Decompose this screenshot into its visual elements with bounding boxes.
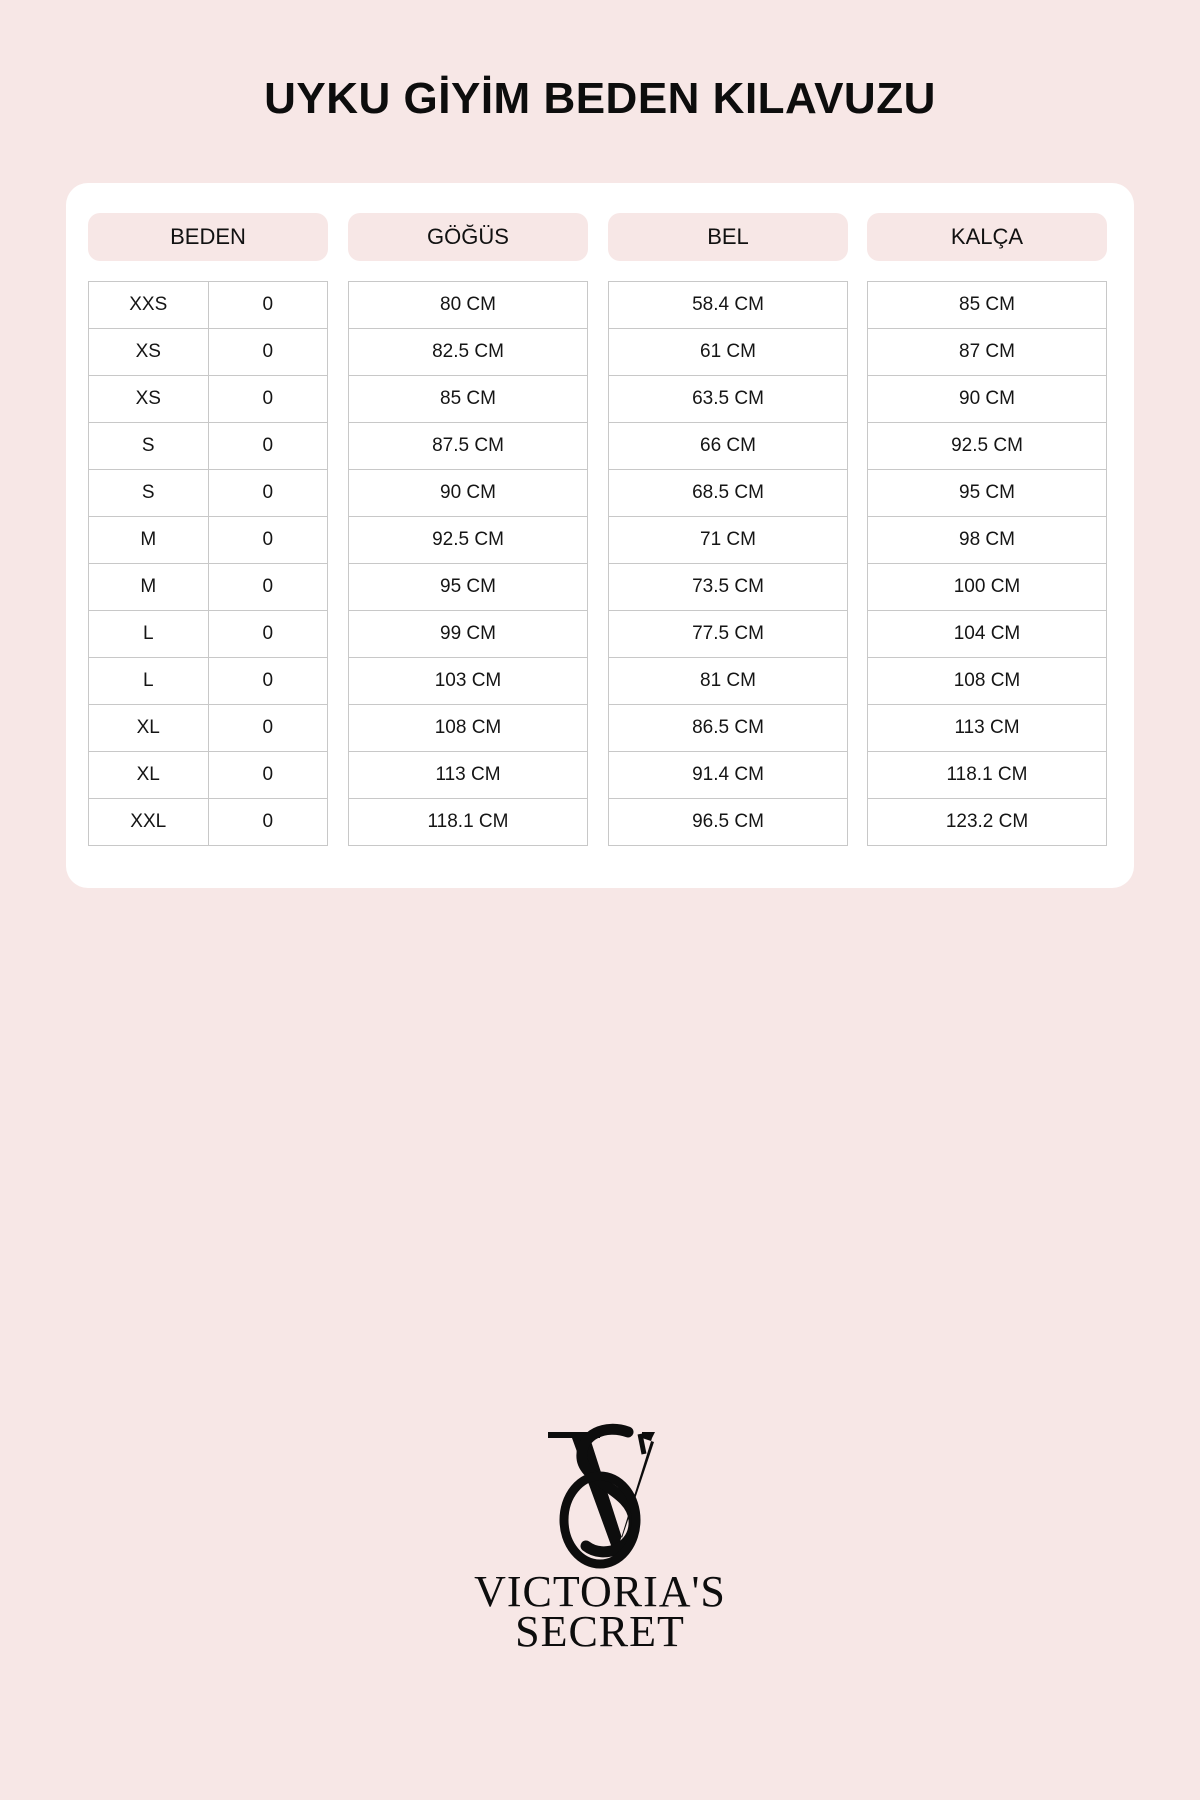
size-cell: XL — [89, 705, 209, 752]
waist-cell: 61 CM — [609, 329, 848, 376]
size-table — [88, 281, 328, 846]
table-row — [89, 282, 328, 329]
size-number-cell: 0 — [208, 329, 328, 376]
waist-table — [608, 281, 848, 846]
table-row — [868, 423, 1107, 470]
brand-name-line1: VICTORIA'S — [474, 1567, 726, 1616]
table-row — [609, 423, 848, 470]
table-row — [349, 376, 588, 423]
hip-table — [867, 281, 1107, 846]
table-row — [609, 376, 848, 423]
size-cell: XS — [89, 329, 209, 376]
size-number-cell: 0 — [208, 564, 328, 611]
chest-cell: 82.5 CM — [349, 329, 588, 376]
table-row — [349, 658, 588, 705]
hip-cell: 90 CM — [868, 376, 1107, 423]
size-cell: S — [89, 470, 209, 517]
size-number-cell: 0 — [208, 376, 328, 423]
size-cell: XXS — [89, 282, 209, 329]
waist-column-header: BEL — [608, 213, 848, 261]
table-row — [868, 611, 1107, 658]
table-row — [868, 705, 1107, 752]
waist-cell: 66 CM — [609, 423, 848, 470]
waist-cell: 71 CM — [609, 517, 848, 564]
table-row — [89, 423, 328, 470]
table-row — [609, 611, 848, 658]
table-row — [349, 705, 588, 752]
hip-cell: 123.2 CM — [868, 799, 1107, 846]
table-row — [89, 564, 328, 611]
table-row — [89, 611, 328, 658]
table-row — [89, 658, 328, 705]
table-row — [609, 564, 848, 611]
waist-cell: 86.5 CM — [609, 705, 848, 752]
waist-cell: 73.5 CM — [609, 564, 848, 611]
chest-cell: 108 CM — [349, 705, 588, 752]
waist-cell: 63.5 CM — [609, 376, 848, 423]
table-row — [89, 799, 328, 846]
table-row — [609, 329, 848, 376]
waist-cell: 96.5 CM — [609, 799, 848, 846]
waist-cell: 68.5 CM — [609, 470, 848, 517]
table-row — [609, 658, 848, 705]
table-row — [868, 517, 1107, 564]
hip-column — [867, 213, 1107, 846]
size-cell: M — [89, 564, 209, 611]
table-row — [609, 517, 848, 564]
size-cell: XL — [89, 752, 209, 799]
hip-cell: 85 CM — [868, 282, 1107, 329]
table-row — [349, 470, 588, 517]
hip-cell: 108 CM — [868, 658, 1107, 705]
chest-cell: 113 CM — [349, 752, 588, 799]
chest-cell: 90 CM — [349, 470, 588, 517]
table-row — [868, 329, 1107, 376]
chest-cell: 103 CM — [349, 658, 588, 705]
size-number-cell: 0 — [208, 611, 328, 658]
hip-cell: 113 CM — [868, 705, 1107, 752]
table-row — [89, 517, 328, 564]
size-cell: XS — [89, 376, 209, 423]
size-cell: XXL — [89, 799, 209, 846]
chest-cell: 85 CM — [349, 376, 588, 423]
table-row — [349, 611, 588, 658]
table-row — [89, 470, 328, 517]
chest-cell: 80 CM — [349, 282, 588, 329]
size-column — [88, 213, 328, 846]
hip-cell: 87 CM — [868, 329, 1107, 376]
size-number-cell: 0 — [208, 423, 328, 470]
size-number-cell: 0 — [208, 799, 328, 846]
table-row — [349, 799, 588, 846]
size-cell: M — [89, 517, 209, 564]
chest-column — [348, 213, 588, 846]
waist-cell: 81 CM — [609, 658, 848, 705]
table-row — [609, 282, 848, 329]
table-row — [349, 564, 588, 611]
hip-cell: 98 CM — [868, 517, 1107, 564]
table-row — [868, 470, 1107, 517]
hip-cell: 92.5 CM — [868, 423, 1107, 470]
waist-cell: 77.5 CM — [609, 611, 848, 658]
brand-name-line2: SECRET — [515, 1607, 685, 1656]
waist-cell: 91.4 CM — [609, 752, 848, 799]
waist-cell: 58.4 CM — [609, 282, 848, 329]
chest-table — [348, 281, 588, 846]
table-row — [349, 752, 588, 799]
table-row — [609, 752, 848, 799]
table-row — [89, 376, 328, 423]
hip-cell: 104 CM — [868, 611, 1107, 658]
hip-cell: 100 CM — [868, 564, 1107, 611]
size-column-header: BEDEN — [88, 213, 328, 261]
size-number-cell: 0 — [208, 282, 328, 329]
table-row — [349, 517, 588, 564]
table-row — [609, 705, 848, 752]
table-row — [868, 752, 1107, 799]
size-cell: L — [89, 611, 209, 658]
table-row — [609, 470, 848, 517]
chest-cell: 118.1 CM — [349, 799, 588, 846]
table-row — [868, 376, 1107, 423]
size-number-cell: 0 — [208, 470, 328, 517]
table-row — [868, 282, 1107, 329]
page-title: UYKU GİYİM BEDEN KILAVUZU — [264, 74, 936, 123]
brand-logo — [0, 1420, 1200, 1660]
size-number-cell: 0 — [208, 752, 328, 799]
table-row — [89, 705, 328, 752]
table-row — [868, 564, 1107, 611]
chest-cell: 87.5 CM — [349, 423, 588, 470]
size-cell: S — [89, 423, 209, 470]
table-row — [349, 282, 588, 329]
hip-cell: 95 CM — [868, 470, 1107, 517]
table-row — [89, 329, 328, 376]
table-row — [609, 799, 848, 846]
table-row — [89, 752, 328, 799]
size-number-cell: 0 — [208, 517, 328, 564]
table-row — [868, 658, 1107, 705]
size-number-cell: 0 — [208, 658, 328, 705]
chest-column-header: GÖĞÜS — [348, 213, 588, 261]
size-chart-card — [66, 183, 1134, 888]
hip-cell: 118.1 CM — [868, 752, 1107, 799]
chest-cell: 92.5 CM — [349, 517, 588, 564]
waist-column — [608, 213, 848, 846]
size-cell: L — [89, 658, 209, 705]
size-number-cell: 0 — [208, 705, 328, 752]
chest-cell: 95 CM — [349, 564, 588, 611]
table-row — [349, 329, 588, 376]
table-row — [868, 799, 1107, 846]
table-row — [349, 423, 588, 470]
hip-column-header: KALÇA — [867, 213, 1107, 261]
chest-cell: 99 CM — [349, 611, 588, 658]
